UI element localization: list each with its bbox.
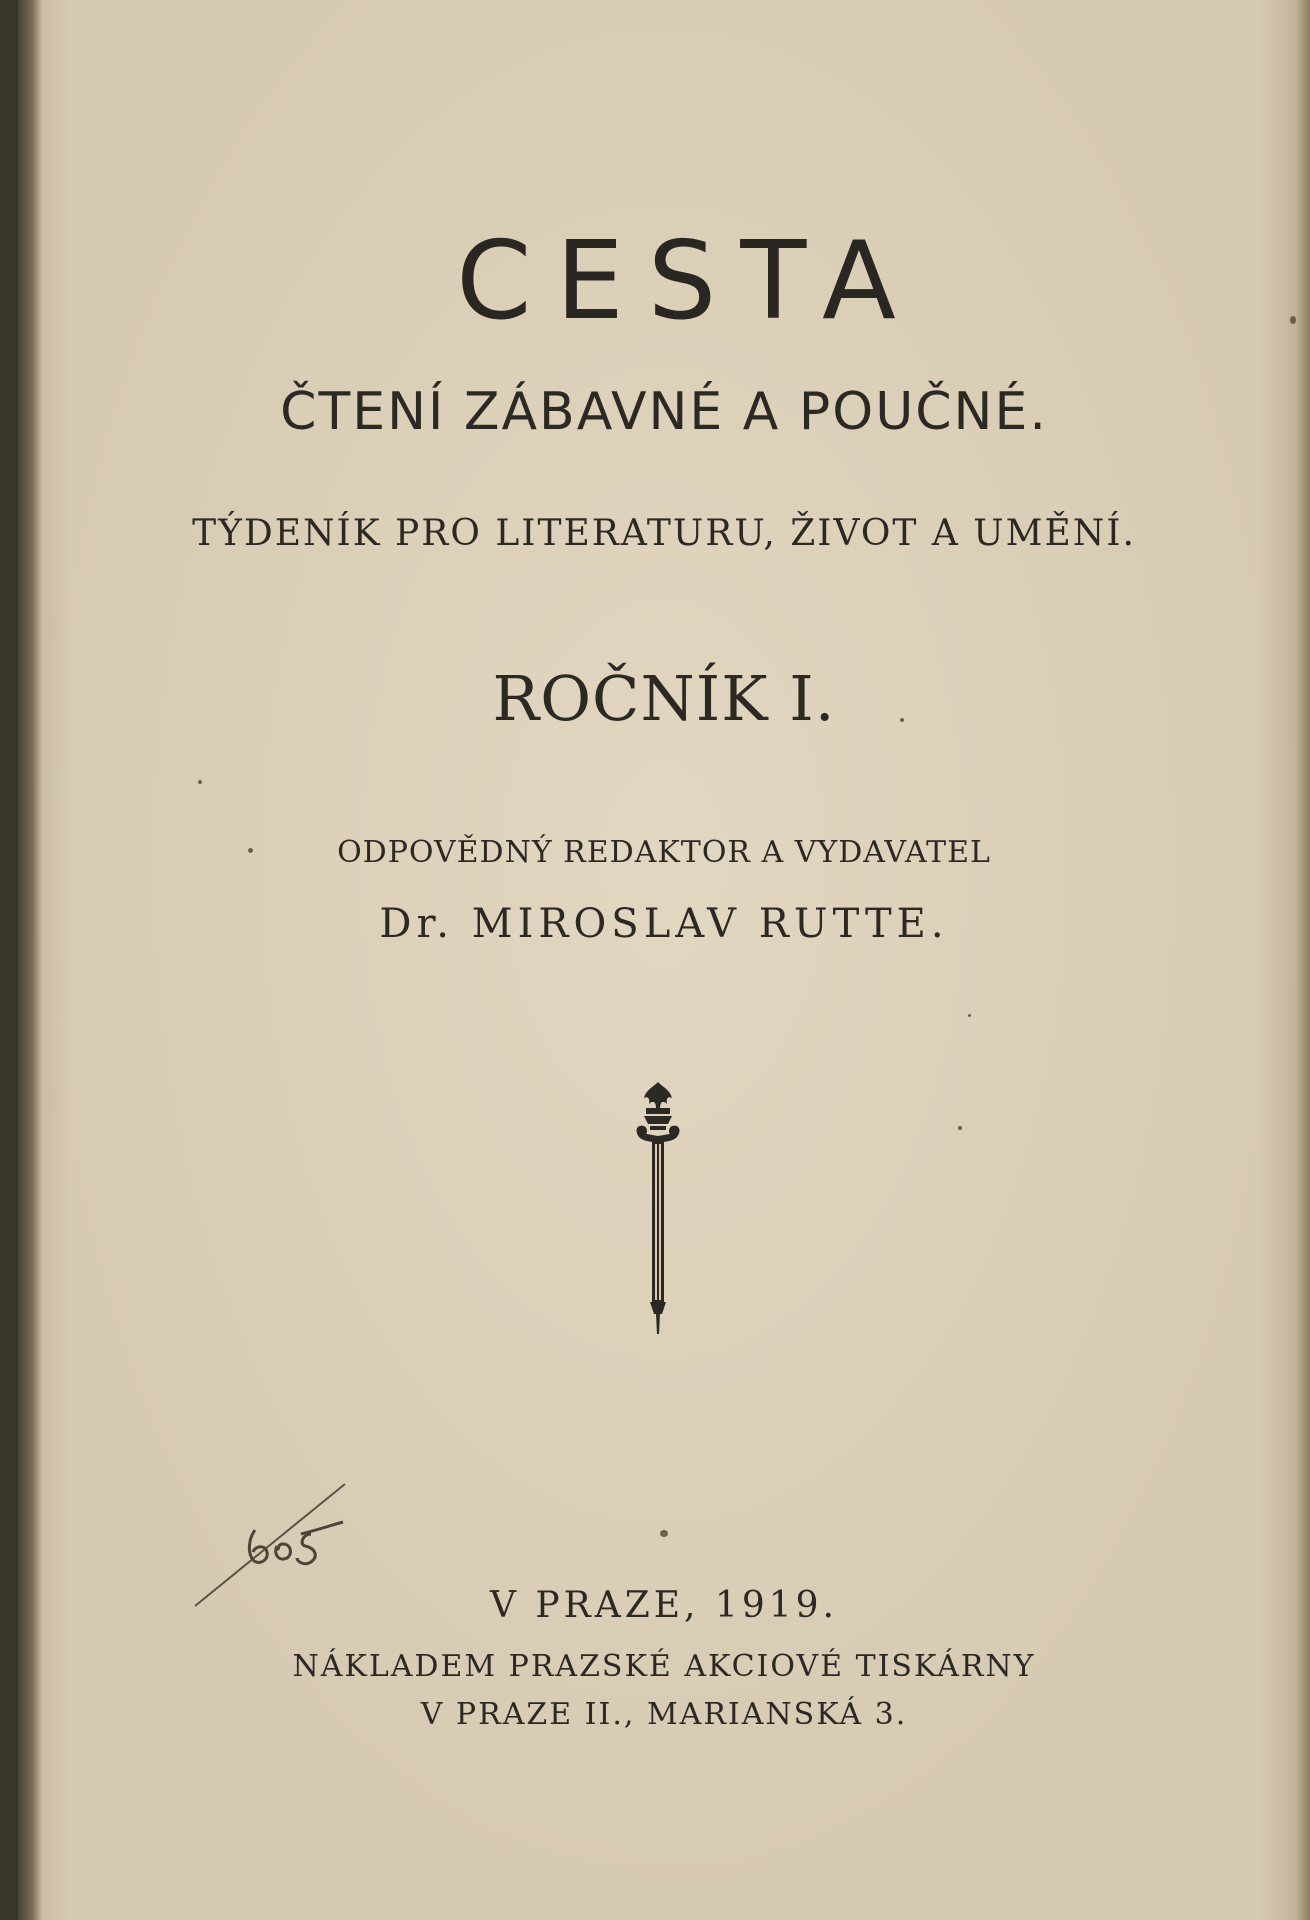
editor-role: ODPOVĚDNÝ REDAKTOR A VYDAVATEL <box>337 835 991 870</box>
journal-subtitle: ČTENÍ ZÁBAVNÉ A POUČNÉ. <box>280 382 1048 442</box>
editor-name: Dr. MIROSLAV RUTTE. <box>379 901 949 947</box>
paper-speck <box>1290 316 1296 324</box>
journal-tagline: TÝDENÍK PRO LITERATURU, ŽIVOT A UMĚNÍ. <box>192 513 1136 554</box>
journal-title: CESTA <box>456 219 920 344</box>
title-page <box>18 0 1310 1920</box>
paper-speck <box>248 848 253 853</box>
volume-label: ROČNÍK I. <box>492 662 836 735</box>
paper-speck <box>968 1014 971 1017</box>
publisher-line: NÁKLADEM PRAZSKÉ AKCIOVÉ TISKÁRNY <box>292 1649 1036 1684</box>
paper-speck <box>660 1530 668 1537</box>
paper-speck <box>958 1126 962 1130</box>
place-and-year: V PRAZE, 1919. <box>489 1585 838 1626</box>
paper-speck <box>198 780 202 784</box>
publisher-address: V PRAZE II., MARIANSKÁ 3. <box>420 1697 908 1732</box>
paper-speck <box>900 718 904 722</box>
torch-ornament-icon <box>632 1080 684 1336</box>
